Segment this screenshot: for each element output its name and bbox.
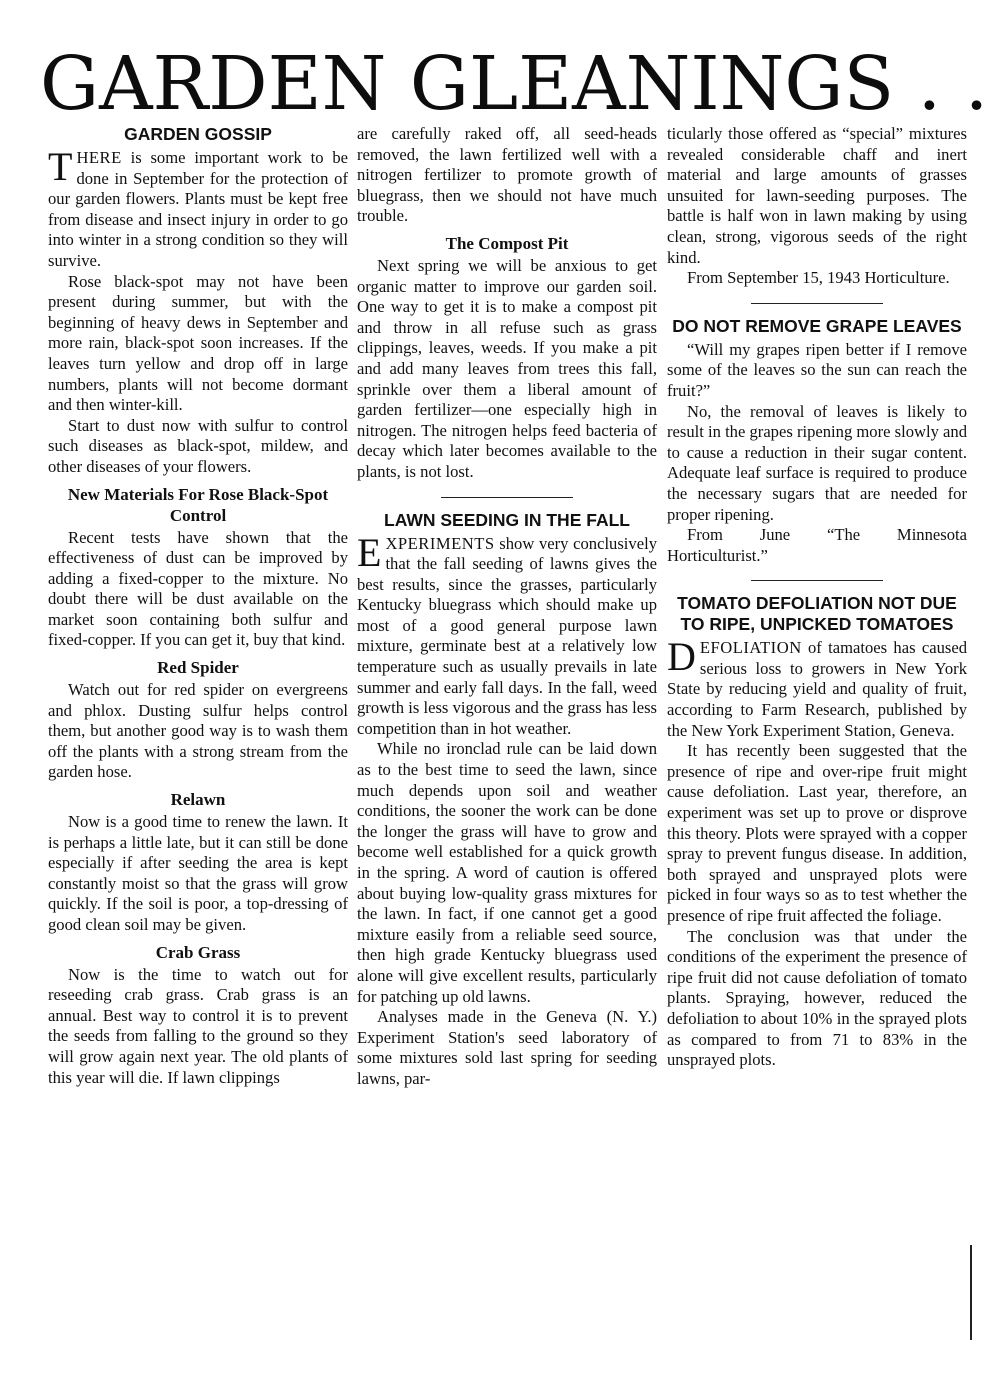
section-divider [441, 497, 573, 498]
page-masthead: GARDEN GLEANINGS . . [40, 41, 989, 127]
section-heading-lawn-seeding: LAWN SEEDING IN THE FALL [384, 509, 630, 530]
column-left [48, 124, 348, 1088]
paragraph: Rose black-spot may not have been present during summer, but with the beginning of heavy dews in September and more rain, black-spot soon increases. If the leaves turn yellow and drop off in large numbers, plants will not become dormant and then winter-kill. [48, 271, 348, 415]
paragraph: It has recently been suggested that the presence of ripe and over-ripe fruit might cause defoliation. Last year, therefore, an experiment was set up to prove or disprove this theory. Plots were sprayed with a copper spray to prevent fungus disease. In addition, both sprayed and unsprayed plots were picked in four ways so as to test whether the presence of ripe fruit affected the foliage. [667, 741, 967, 925]
paragraph: Now is the time to watch out for reseeding crab grass. Crab grass is an annual. Best way to control it is to prevent the seeds from falling to the ground so they will grow again next year. The old plants of this year will die. If lawn clippings [48, 964, 348, 1087]
paragraph: Now is a good time to renew the lawn. It is perhaps a little late, but it can still be done especially if after seeding the area is kept constantly moist so that the grass will grow quickly. If the soil is poor, a top-dressing of good clean soil may be given. [48, 812, 348, 934]
section-heading-grape-leaves: DO NOT REMOVE GRAPE LEAVES [672, 315, 962, 336]
drop-cap: T [48, 144, 73, 189]
paragraph: DEFOLIATION of tamatoes has caused serious loss to growers in New York State by reducing yield and quality of fruit, according to Farm Research, published by the New York Experiment Station, Geneva. [667, 634, 967, 740]
paragraph: Start to dust now with sulfur to control such diseases as black-spot, mildew, and other diseases of your flowers. [48, 415, 348, 476]
paragraph: Next spring we will be anxious to get organic matter to improve our garden soil. One way to get it is to make a compost pit and throw in all refuse such as grass clippings, leaves, weeds. If you make a pit and add many leaves from trees this fall, sprinkle over them a liberal amount of garden fertilizer—one especially high in nitrogen. The nitrogen helps feed bacteria of decay which later becomes available to the plants, is not lost. [357, 255, 657, 481]
subheading-compost-pit: The Compost Pit [445, 233, 569, 253]
paragraph: are carefully raked off, all seed-heads removed, the lawn fertilized well with a nitrogen fertilizer to promote growth of bluegrass, then we should not have much trouble. [357, 124, 657, 226]
paragraph: Recent tests have shown that the effectiveness of dust can be improved by adding a fixed-copper to the mixture. No doubt there will be dust available on the market soon containing both sulfur and fixed-copper. If you can get it, buy that kind. [48, 527, 348, 650]
paragraph: No, the removal of leaves is likely to result in the grapes ripening more slowly and to cause a reduction in their sugar content. Adequate leaf surface is required to produce the necessary sugars that are needed for proper ripening. [667, 401, 968, 524]
subheading-red-spider: Red Spider [157, 658, 239, 678]
subheading-relawn: Relawn [170, 790, 226, 810]
column-middle [357, 124, 657, 1090]
column-right [667, 124, 967, 1071]
paragraph: ticularly those offered as “special” mixtures revealed considerable chaff and inert material and large amounts of grasses unsuited for lawn-seeding purposes. The battle is half won in lawn making by using clean, strong, vigorous seeds of the right kind. [667, 124, 967, 267]
drop-cap: D [667, 634, 696, 680]
subheading-new-materials: New Materials For Rose Black-Spot Control [67, 484, 329, 525]
paragraph: From June “The Minnesota Horticulturist.” [667, 525, 967, 565]
paragraph: While no ironclad rule can be laid down as to the best time to seed the lawn, since much depends upon soil and weather conditions, the sooner the work can be done the longer the grass will have to grow and become well established for a quick growth in the spring. A word of caution is offered about buying low-quality grass mixtures for the lawn. In fact, if one cannot get a good mixture easily from a reliable seed source, then high grade Kentucky bluegrass used alone will give excellent results, particularly for patching up old lawns. [357, 739, 657, 1006]
paragraph: Watch out for red spider on evergreens and phlox. Dusting sulfur helps control them, but another good way is to wash them off the plants with a strong stream from the garden hose. [48, 680, 348, 782]
subheading-crab-grass: Crab Grass [155, 942, 241, 962]
paragraph: THERE is some important work to be done in September for the protection of our garden flowers. Plants must be kept free from disease and insect injury in order to go into winter in a strong condition so they will survive. [48, 144, 348, 270]
paragraph: From September 15, 1943 Horticulture. [687, 268, 950, 288]
paragraph: “Will my grapes ripen better if I remove some of the leaves so the sun can reach the fruit?” [667, 339, 967, 400]
paragraph: The conclusion was that under the conditions of the experiment the presence of ripe fruit did not cause defoliation of tomato plants. Spraying, however, reduced the defoliation to about 10% in the sprayed plots as compared to from 71 to 83% in the unsprayed plots. [667, 926, 967, 1070]
section-divider [751, 303, 883, 304]
section-heading-garden-gossip: GARDEN GOSSIP [124, 124, 272, 144]
paragraph: EXPERIMENTS show very conclusively that the fall seeding of lawns gives the best results, since the grasses, particularly Kentucky bluegrass which should make up most of a good general purpose lawn mixture, germinate best at a relatively low temperature such as usually prevails in late summer and early fall days. In the fall, weed growth is less vigorous and the grass has less competition than in hot weather. [357, 529, 657, 738]
paragraph: Analyses made in the Geneva (N. Y.) Experiment Station's seed laboratory of some mixtures sold last spring for seeding lawns, par- [357, 1007, 657, 1088]
margin-rule [970, 1245, 972, 1340]
drop-cap: E [357, 529, 382, 575]
section-heading-tomato-defoliation: TOMATO DEFOLIATION NOT DUE TO RIPE, UNPICKED TOMATOES [677, 593, 957, 635]
section-divider [751, 580, 883, 581]
